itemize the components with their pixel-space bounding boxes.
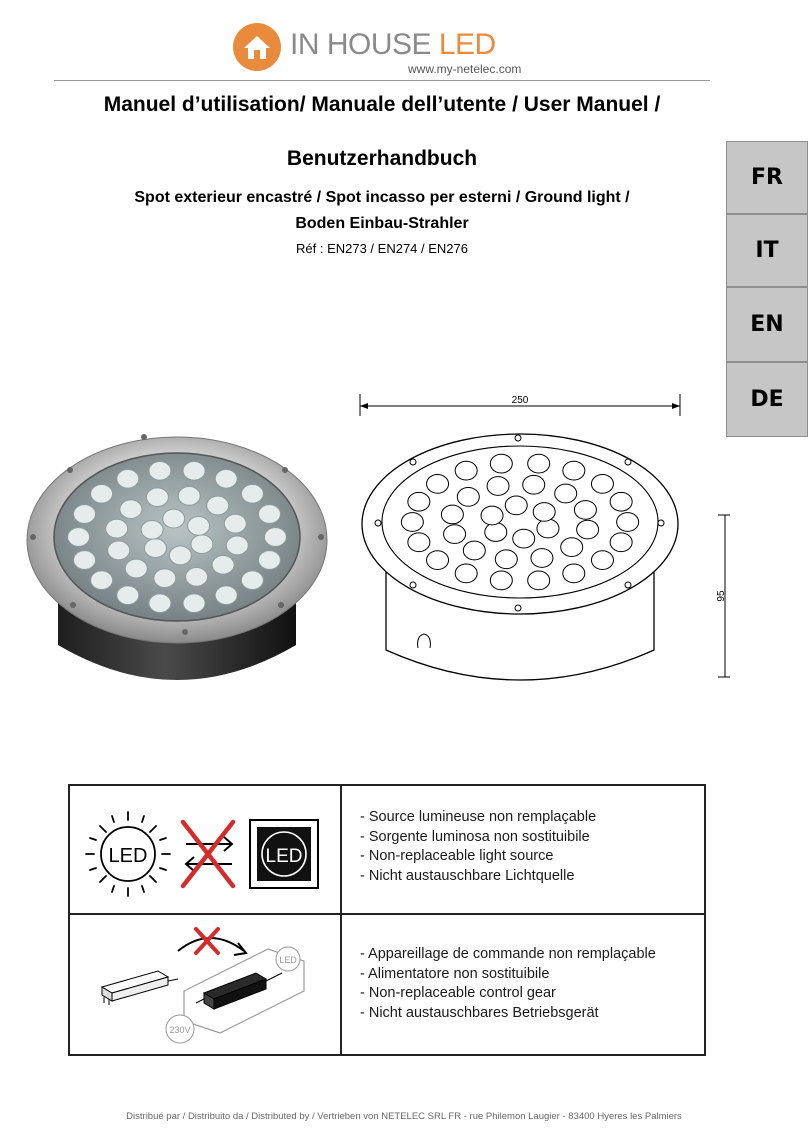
led-chip bbox=[408, 492, 430, 511]
led-chip bbox=[401, 513, 423, 532]
led-chip bbox=[481, 506, 503, 525]
house-icon bbox=[232, 22, 282, 72]
led-chip bbox=[149, 461, 171, 480]
led-chip bbox=[513, 529, 535, 548]
led-chip bbox=[490, 571, 512, 590]
light-source-notice: - Source lumineuse non remplaçable - Sorgente luminosa non sostituibile - Non-replaceable light source - Nicht austauschbare Lichtquelle bbox=[360, 809, 597, 884]
voltage-label: 230V bbox=[169, 1025, 191, 1035]
led-chip bbox=[149, 594, 171, 613]
led-chip bbox=[258, 505, 280, 524]
distributor-footer: Distribué par / Distribuito da / Distributed by / Vertrieben von NETELEC SRL FR - rue Philemon Laugier - 83400 Hyeres les Palmiers bbox=[126, 1111, 682, 1122]
brand-logo bbox=[232, 18, 532, 80]
led-chip bbox=[455, 564, 477, 583]
product-photo bbox=[18, 425, 336, 705]
led-chip bbox=[74, 505, 96, 524]
led-chip bbox=[574, 501, 596, 520]
led-chip bbox=[610, 492, 632, 511]
led-chip bbox=[264, 528, 286, 547]
led-chip bbox=[505, 496, 527, 515]
led-chip bbox=[577, 520, 599, 539]
led-chip bbox=[106, 519, 128, 538]
led-chip bbox=[441, 505, 463, 524]
led-chip bbox=[215, 469, 237, 488]
led-chip bbox=[537, 519, 559, 538]
led-chip bbox=[528, 454, 550, 473]
tab-de[interactable]: DE bbox=[726, 362, 808, 437]
led-chip bbox=[224, 514, 246, 533]
led-chip bbox=[523, 475, 545, 494]
led-chip bbox=[120, 500, 142, 519]
led-light-source-icon bbox=[80, 804, 330, 904]
led-chip bbox=[212, 555, 234, 574]
led-chip bbox=[531, 549, 553, 568]
led-chip bbox=[178, 486, 200, 505]
led-chip bbox=[169, 546, 191, 565]
led-chip bbox=[183, 594, 205, 613]
led-chip bbox=[495, 550, 517, 569]
manual-title-continued: Benutzerhandbuch bbox=[286, 147, 478, 170]
led-chip bbox=[117, 586, 139, 605]
technical-drawing bbox=[350, 390, 740, 690]
header-divider bbox=[54, 80, 710, 81]
led-chip bbox=[563, 461, 585, 480]
led-chip bbox=[444, 525, 466, 544]
led-chip bbox=[561, 538, 583, 557]
led-chip bbox=[146, 488, 168, 507]
led-chip bbox=[91, 571, 113, 590]
tab-fr[interactable]: FR bbox=[726, 141, 808, 214]
height-dimension: 95 bbox=[716, 590, 727, 602]
tab-en[interactable]: EN bbox=[726, 287, 808, 362]
control-gear-icon bbox=[92, 921, 332, 1051]
led-label-right: LED bbox=[265, 846, 303, 867]
led-chip bbox=[183, 461, 205, 480]
led-chip bbox=[215, 586, 237, 605]
info-table bbox=[68, 784, 706, 1056]
led-chip bbox=[555, 484, 577, 503]
product-reference: Réf : EN273 / EN274 / EN276 bbox=[296, 241, 468, 256]
led-chip bbox=[457, 487, 479, 506]
led-chip bbox=[463, 541, 485, 560]
led-chip bbox=[226, 536, 248, 555]
led-chip bbox=[455, 461, 477, 480]
led-chip bbox=[533, 503, 555, 522]
forbidden-cross-icon bbox=[183, 822, 233, 886]
led-small-label: LED bbox=[279, 955, 297, 965]
led-chip bbox=[241, 571, 263, 590]
led-chip bbox=[591, 551, 613, 570]
led-chip bbox=[141, 520, 163, 539]
led-chip bbox=[528, 571, 550, 590]
led-chip bbox=[427, 551, 449, 570]
led-chip bbox=[241, 484, 263, 503]
website-url: www.my-netelec.com bbox=[408, 62, 522, 76]
led-chip bbox=[610, 533, 632, 552]
brand-name: IN HOUSE LED bbox=[290, 28, 496, 61]
led-chip bbox=[490, 454, 512, 473]
led-chip bbox=[154, 569, 176, 588]
led-chip bbox=[485, 523, 507, 542]
forbidden-cross-icon-2 bbox=[196, 929, 218, 953]
led-chip bbox=[188, 517, 210, 536]
led-chip bbox=[617, 513, 639, 532]
led-chip bbox=[125, 559, 147, 578]
led-chip bbox=[591, 475, 613, 494]
product-name: Spot exterieur encastré / Spot incasso per esterni / Ground light / bbox=[134, 189, 630, 206]
led-chip bbox=[487, 477, 509, 496]
led-chip bbox=[258, 551, 280, 570]
manual-title: Manuel d’utilisation/ Manuale dell’utente / User Manuel / bbox=[103, 93, 661, 116]
led-chip bbox=[91, 484, 113, 503]
led-chip bbox=[427, 475, 449, 494]
led-chip bbox=[207, 496, 229, 515]
led-chip bbox=[191, 535, 213, 554]
led-chip bbox=[74, 551, 96, 570]
led-chip bbox=[144, 539, 166, 558]
led-chip bbox=[186, 567, 208, 586]
led-label-left: LED bbox=[108, 845, 148, 867]
led-chip bbox=[408, 533, 430, 552]
led-chip bbox=[68, 528, 90, 547]
led-chip bbox=[563, 564, 585, 583]
control-gear-notice: - Appareillage de commande non remplaçable - Alimentatore non sostituibile - Non-replaceable control gear - Nicht austauschbares Betriebsgerät bbox=[360, 946, 656, 1021]
width-dimension: 250 bbox=[511, 395, 529, 406]
tab-it[interactable]: IT bbox=[726, 214, 808, 287]
led-chip bbox=[163, 509, 185, 528]
led-chip bbox=[117, 469, 139, 488]
product-name-continued: Boden Einbau-Strahler bbox=[295, 215, 469, 232]
led-chip bbox=[108, 541, 130, 560]
